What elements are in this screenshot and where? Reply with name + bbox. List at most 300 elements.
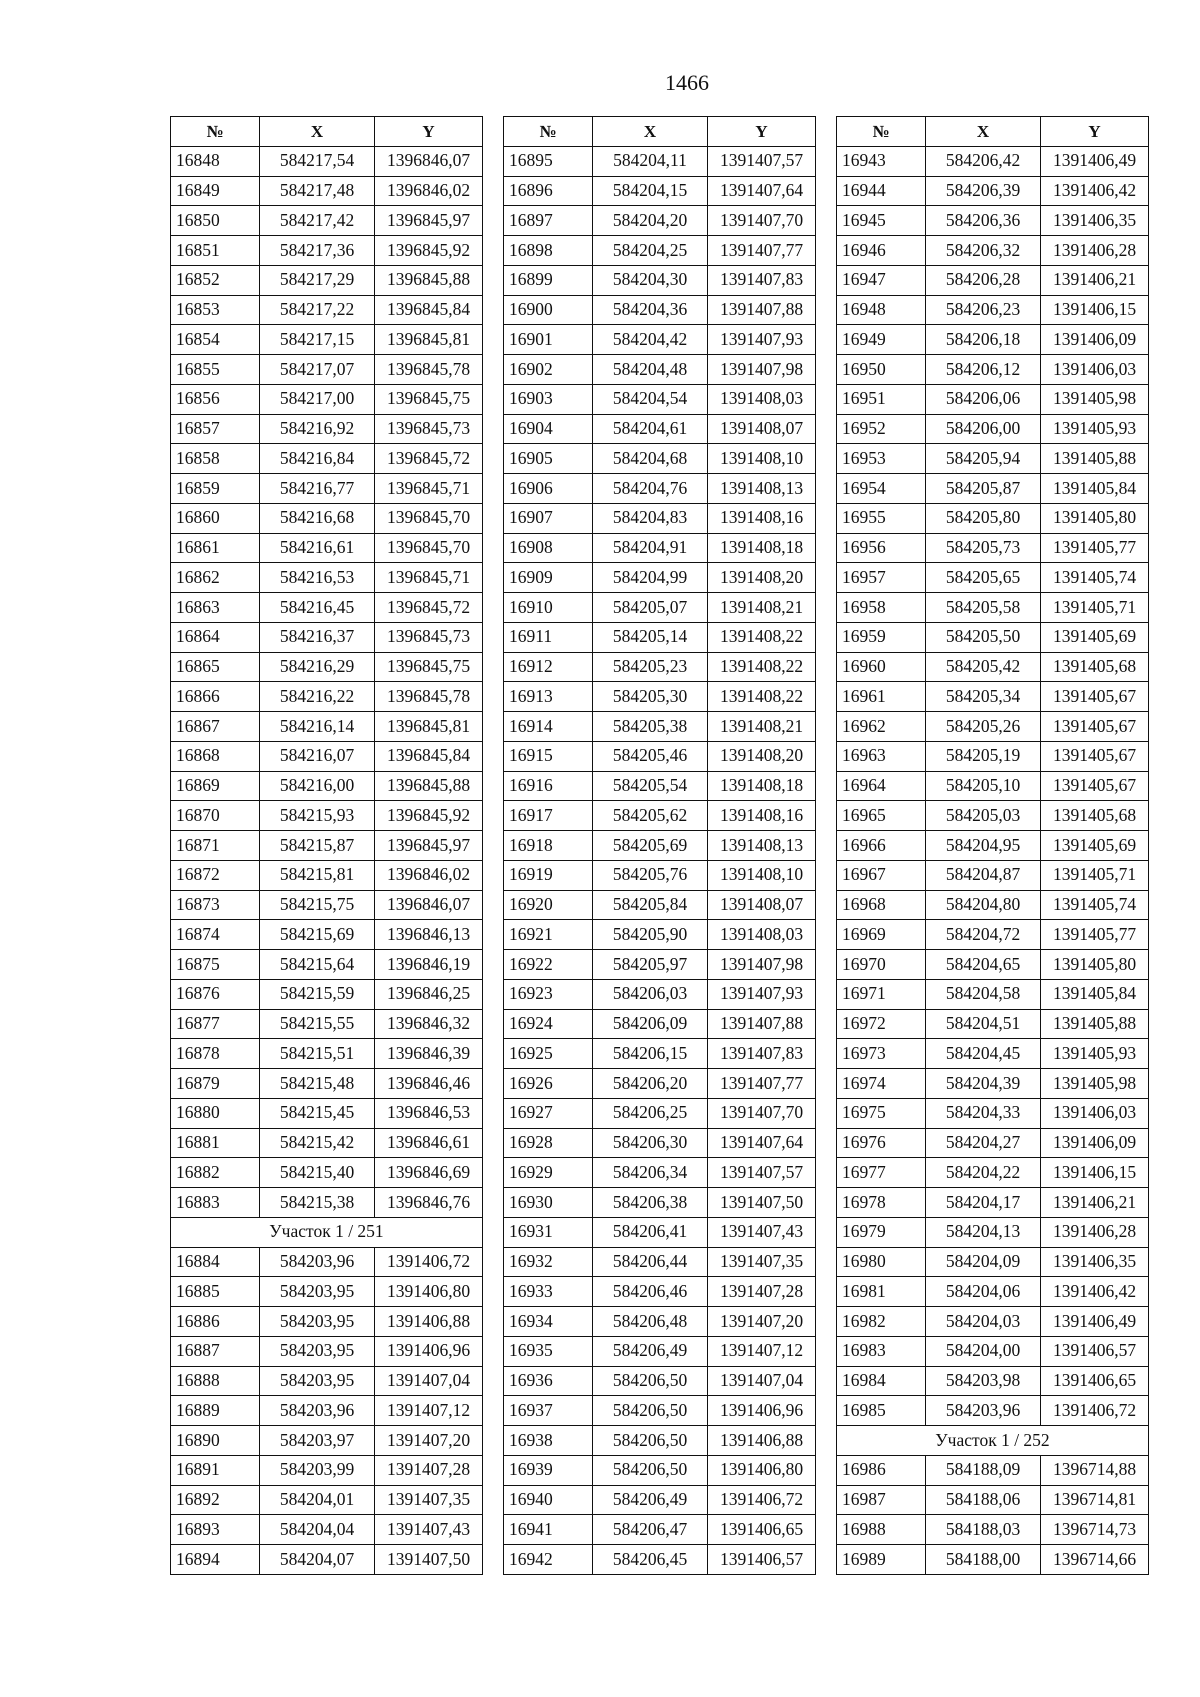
x-coordinate-cell: 584204,51 — [926, 1009, 1041, 1039]
x-coordinate-cell: 584204,91 — [593, 533, 708, 563]
x-coordinate-cell: 584216,00 — [260, 771, 375, 801]
point-number-cell: 16903 — [504, 384, 593, 414]
point-number-cell: 16956 — [837, 533, 926, 563]
point-number-cell: 16858 — [171, 444, 260, 474]
x-coordinate-cell: 584206,34 — [593, 1158, 708, 1188]
table-row — [837, 920, 1149, 950]
x-coordinate-cell: 584203,95 — [260, 1366, 375, 1396]
table-row — [171, 1455, 483, 1485]
table-row — [837, 265, 1149, 295]
x-coordinate-cell: 584204,36 — [593, 295, 708, 325]
point-number-cell: 16953 — [837, 444, 926, 474]
table-row — [837, 474, 1149, 504]
y-coordinate-cell: 1396845,71 — [375, 474, 483, 504]
point-number-cell: 16860 — [171, 503, 260, 533]
table-row — [171, 950, 483, 980]
x-coordinate-cell: 584204,48 — [593, 355, 708, 385]
x-coordinate-cell: 584215,48 — [260, 1069, 375, 1099]
y-coordinate-cell: 1391408,16 — [708, 503, 816, 533]
y-coordinate-cell: 1391408,20 — [708, 563, 816, 593]
x-coordinate-cell: 584203,96 — [926, 1396, 1041, 1426]
point-number-cell: 16919 — [504, 860, 593, 890]
x-coordinate-cell: 584204,68 — [593, 444, 708, 474]
table-row — [504, 1098, 816, 1128]
x-coordinate-cell: 584188,00 — [926, 1545, 1041, 1575]
point-number-cell: 16982 — [837, 1307, 926, 1337]
table-row — [171, 414, 483, 444]
point-number-cell: 16988 — [837, 1515, 926, 1545]
point-number-cell: 16871 — [171, 831, 260, 861]
table-row — [504, 1277, 816, 1307]
x-coordinate-cell: 584204,39 — [926, 1069, 1041, 1099]
point-number-cell: 16863 — [171, 593, 260, 623]
x-coordinate-cell: 584205,03 — [926, 801, 1041, 831]
point-number-cell: 16989 — [837, 1545, 926, 1575]
x-coordinate-cell: 584215,64 — [260, 950, 375, 980]
x-coordinate-cell: 584204,06 — [926, 1277, 1041, 1307]
x-coordinate-cell: 584204,99 — [593, 563, 708, 593]
point-number-cell: 16881 — [171, 1128, 260, 1158]
y-coordinate-cell: 1391407,77 — [708, 236, 816, 266]
table-row — [171, 1336, 483, 1366]
y-coordinate-cell: 1391405,69 — [1041, 622, 1149, 652]
y-coordinate-cell: 1391405,93 — [1041, 1039, 1149, 1069]
point-number-cell: 16960 — [837, 652, 926, 682]
x-coordinate-cell: 584204,54 — [593, 384, 708, 414]
y-coordinate-cell: 1391406,65 — [1041, 1366, 1149, 1396]
point-number-cell: 16872 — [171, 860, 260, 890]
point-number-cell: 16909 — [504, 563, 593, 593]
point-number-cell: 16900 — [504, 295, 593, 325]
table-row — [171, 1277, 483, 1307]
y-coordinate-cell: 1396845,73 — [375, 414, 483, 444]
point-number-cell: 16856 — [171, 384, 260, 414]
y-coordinate-cell: 1396845,97 — [375, 831, 483, 861]
point-number-cell: 16884 — [171, 1247, 260, 1277]
point-number-cell: 16911 — [504, 622, 593, 652]
y-coordinate-cell: 1391407,57 — [708, 1158, 816, 1188]
point-number-cell: 16902 — [504, 355, 593, 385]
table-row — [837, 295, 1149, 325]
point-number-cell: 16874 — [171, 920, 260, 950]
y-coordinate-cell: 1391406,72 — [1041, 1396, 1149, 1426]
y-coordinate-cell: 1396846,07 — [375, 890, 483, 920]
table-row — [837, 801, 1149, 831]
section-label: Участок 1 / 252 — [837, 1426, 1149, 1456]
point-number-cell: 16907 — [504, 503, 593, 533]
point-number-cell: 16861 — [171, 533, 260, 563]
table-row — [504, 801, 816, 831]
point-number-cell: 16927 — [504, 1098, 593, 1128]
x-coordinate-cell: 584217,54 — [260, 146, 375, 176]
point-number-cell: 16940 — [504, 1485, 593, 1515]
point-number-cell: 16887 — [171, 1336, 260, 1366]
x-coordinate-cell: 584206,42 — [926, 146, 1041, 176]
table-row — [171, 355, 483, 385]
point-number-cell: 16975 — [837, 1098, 926, 1128]
x-coordinate-cell: 584203,97 — [260, 1426, 375, 1456]
y-coordinate-cell: 1391406,28 — [1041, 236, 1149, 266]
table-row — [504, 622, 816, 652]
table-row — [837, 622, 1149, 652]
header-x: X — [593, 117, 708, 147]
point-number-cell: 16926 — [504, 1069, 593, 1099]
x-coordinate-cell: 584203,98 — [926, 1366, 1041, 1396]
table-row — [171, 1366, 483, 1396]
table-row — [837, 1455, 1149, 1485]
table-row — [504, 771, 816, 801]
header-y: Y — [375, 117, 483, 147]
x-coordinate-cell: 584204,27 — [926, 1128, 1041, 1158]
point-number-cell: 16880 — [171, 1098, 260, 1128]
table-row — [837, 652, 1149, 682]
table-row — [504, 295, 816, 325]
point-number-cell: 16974 — [837, 1069, 926, 1099]
x-coordinate-cell: 584205,34 — [926, 682, 1041, 712]
table-row — [171, 295, 483, 325]
table-row — [171, 1485, 483, 1515]
y-coordinate-cell: 1396845,92 — [375, 801, 483, 831]
point-number-cell: 16935 — [504, 1336, 593, 1366]
x-coordinate-cell: 584215,51 — [260, 1039, 375, 1069]
x-coordinate-cell: 584217,22 — [260, 295, 375, 325]
y-coordinate-cell: 1391407,64 — [708, 1128, 816, 1158]
x-coordinate-cell: 584205,65 — [926, 563, 1041, 593]
point-number-cell: 16947 — [837, 265, 926, 295]
table-row — [837, 1515, 1149, 1545]
point-number-cell: 16897 — [504, 206, 593, 236]
page-number: 1466 — [665, 70, 709, 95]
y-coordinate-cell: 1391405,77 — [1041, 533, 1149, 563]
table-row — [837, 533, 1149, 563]
table-row — [837, 682, 1149, 712]
y-coordinate-cell: 1391407,98 — [708, 355, 816, 385]
y-coordinate-cell: 1396845,84 — [375, 295, 483, 325]
table-row — [837, 593, 1149, 623]
point-number-cell: 16865 — [171, 652, 260, 682]
y-coordinate-cell: 1396714,66 — [1041, 1545, 1149, 1575]
table-row — [504, 950, 816, 980]
point-number-cell: 16914 — [504, 712, 593, 742]
point-number-cell: 16925 — [504, 1039, 593, 1069]
point-number-cell: 16984 — [837, 1366, 926, 1396]
y-coordinate-cell: 1391408,20 — [708, 741, 816, 771]
x-coordinate-cell: 584205,42 — [926, 652, 1041, 682]
x-coordinate-cell: 584203,95 — [260, 1307, 375, 1337]
y-coordinate-cell: 1391405,71 — [1041, 860, 1149, 890]
section-row — [171, 1217, 483, 1247]
y-coordinate-cell: 1391407,77 — [708, 1069, 816, 1099]
y-coordinate-cell: 1391405,68 — [1041, 801, 1149, 831]
x-coordinate-cell: 584204,22 — [926, 1158, 1041, 1188]
x-coordinate-cell: 584206,25 — [593, 1098, 708, 1128]
header-x: X — [260, 117, 375, 147]
point-number-cell: 16967 — [837, 860, 926, 890]
x-coordinate-cell: 584206,20 — [593, 1069, 708, 1099]
x-coordinate-cell: 584204,58 — [926, 979, 1041, 1009]
y-coordinate-cell: 1391407,28 — [375, 1455, 483, 1485]
y-coordinate-cell: 1391407,83 — [708, 265, 816, 295]
table-row — [837, 1039, 1149, 1069]
x-coordinate-cell: 584204,80 — [926, 890, 1041, 920]
point-number-cell: 16855 — [171, 355, 260, 385]
point-number-cell: 16890 — [171, 1426, 260, 1456]
y-coordinate-cell: 1391406,80 — [375, 1277, 483, 1307]
table-row — [171, 920, 483, 950]
table-row — [504, 206, 816, 236]
x-coordinate-cell: 584206,32 — [926, 236, 1041, 266]
y-coordinate-cell: 1391408,22 — [708, 652, 816, 682]
x-coordinate-cell: 584217,29 — [260, 265, 375, 295]
point-number-cell: 16910 — [504, 593, 593, 623]
point-number-cell: 16959 — [837, 622, 926, 652]
x-coordinate-cell: 584206,15 — [593, 1039, 708, 1069]
table-row — [837, 1188, 1149, 1218]
x-coordinate-cell: 584204,07 — [260, 1545, 375, 1575]
x-coordinate-cell: 584204,72 — [926, 920, 1041, 950]
point-number-cell: 16908 — [504, 533, 593, 563]
x-coordinate-cell: 584203,99 — [260, 1455, 375, 1485]
table-row — [837, 890, 1149, 920]
table-row — [171, 712, 483, 742]
x-coordinate-cell: 584204,03 — [926, 1307, 1041, 1337]
point-number-cell: 16857 — [171, 414, 260, 444]
x-coordinate-cell: 584205,54 — [593, 771, 708, 801]
table-row — [171, 474, 483, 504]
table-row — [837, 444, 1149, 474]
x-coordinate-cell: 584204,09 — [926, 1247, 1041, 1277]
y-coordinate-cell: 1396846,25 — [375, 979, 483, 1009]
table-row — [837, 176, 1149, 206]
y-coordinate-cell: 1391408,10 — [708, 860, 816, 890]
table-row — [504, 1426, 816, 1456]
point-number-cell: 16963 — [837, 741, 926, 771]
y-coordinate-cell: 1391407,70 — [708, 206, 816, 236]
point-number-cell: 16905 — [504, 444, 593, 474]
x-coordinate-cell: 584215,38 — [260, 1188, 375, 1218]
point-number-cell: 16852 — [171, 265, 260, 295]
point-number-cell: 16945 — [837, 206, 926, 236]
y-coordinate-cell: 1391406,65 — [708, 1515, 816, 1545]
y-coordinate-cell: 1391405,74 — [1041, 563, 1149, 593]
point-number-cell: 16978 — [837, 1188, 926, 1218]
table-row — [504, 533, 816, 563]
point-number-cell: 16848 — [171, 146, 260, 176]
x-coordinate-cell: 584215,69 — [260, 920, 375, 950]
x-coordinate-cell: 584205,94 — [926, 444, 1041, 474]
point-number-cell: 16980 — [837, 1247, 926, 1277]
table-row — [171, 593, 483, 623]
point-number-cell: 16958 — [837, 593, 926, 623]
x-coordinate-cell: 584204,11 — [593, 146, 708, 176]
y-coordinate-cell: 1391406,96 — [375, 1336, 483, 1366]
table-row — [504, 503, 816, 533]
y-coordinate-cell: 1391405,67 — [1041, 771, 1149, 801]
x-coordinate-cell: 584215,75 — [260, 890, 375, 920]
y-coordinate-cell: 1391406,09 — [1041, 325, 1149, 355]
table-row — [171, 563, 483, 593]
point-number-cell: 16882 — [171, 1158, 260, 1188]
y-coordinate-cell: 1396845,75 — [375, 384, 483, 414]
point-number-cell: 16886 — [171, 1307, 260, 1337]
point-number-cell: 16879 — [171, 1069, 260, 1099]
y-coordinate-cell: 1396846,19 — [375, 950, 483, 980]
y-coordinate-cell: 1391406,72 — [708, 1485, 816, 1515]
table-row — [837, 1158, 1149, 1188]
point-number-cell: 16928 — [504, 1128, 593, 1158]
point-number-cell: 16986 — [837, 1455, 926, 1485]
x-coordinate-cell: 584206,46 — [593, 1277, 708, 1307]
point-number-cell: 16866 — [171, 682, 260, 712]
x-coordinate-cell: 584205,73 — [926, 533, 1041, 563]
point-number-cell: 16977 — [837, 1158, 926, 1188]
point-number-cell: 16912 — [504, 652, 593, 682]
x-coordinate-cell: 584215,40 — [260, 1158, 375, 1188]
point-number-cell: 16979 — [837, 1217, 926, 1247]
y-coordinate-cell: 1391407,20 — [708, 1307, 816, 1337]
point-number-cell: 16942 — [504, 1545, 593, 1575]
y-coordinate-cell: 1391405,67 — [1041, 682, 1149, 712]
y-coordinate-cell: 1391405,77 — [1041, 920, 1149, 950]
y-coordinate-cell: 1396845,78 — [375, 682, 483, 712]
y-coordinate-cell: 1391406,96 — [708, 1396, 816, 1426]
point-number-cell: 16937 — [504, 1396, 593, 1426]
x-coordinate-cell: 584205,80 — [926, 503, 1041, 533]
table-row — [837, 741, 1149, 771]
x-coordinate-cell: 584204,04 — [260, 1515, 375, 1545]
table-row — [837, 712, 1149, 742]
point-number-cell: 16859 — [171, 474, 260, 504]
point-number-cell: 16894 — [171, 1545, 260, 1575]
y-coordinate-cell: 1391406,49 — [1041, 1307, 1149, 1337]
y-coordinate-cell: 1391407,28 — [708, 1277, 816, 1307]
point-number-cell: 16868 — [171, 741, 260, 771]
table-row — [171, 1515, 483, 1545]
x-coordinate-cell: 584203,95 — [260, 1336, 375, 1366]
table-row — [504, 1158, 816, 1188]
point-number-cell: 16936 — [504, 1366, 593, 1396]
table-row — [171, 1307, 483, 1337]
x-coordinate-cell: 584204,17 — [926, 1188, 1041, 1218]
point-number-cell: 16948 — [837, 295, 926, 325]
x-coordinate-cell: 584216,61 — [260, 533, 375, 563]
x-coordinate-cell: 584204,65 — [926, 950, 1041, 980]
x-coordinate-cell: 584204,61 — [593, 414, 708, 444]
section-label: Участок 1 / 251 — [171, 1217, 483, 1247]
y-coordinate-cell: 1391405,88 — [1041, 444, 1149, 474]
y-coordinate-cell: 1391405,93 — [1041, 414, 1149, 444]
table-row — [171, 1426, 483, 1456]
x-coordinate-cell: 584217,48 — [260, 176, 375, 206]
x-coordinate-cell: 584216,84 — [260, 444, 375, 474]
point-number-cell: 16971 — [837, 979, 926, 1009]
table-row — [837, 1336, 1149, 1366]
point-number-cell: 16966 — [837, 831, 926, 861]
table-row — [504, 979, 816, 1009]
point-number-cell: 16957 — [837, 563, 926, 593]
point-number-cell: 16853 — [171, 295, 260, 325]
y-coordinate-cell: 1396714,81 — [1041, 1485, 1149, 1515]
table-row — [837, 1247, 1149, 1277]
y-coordinate-cell: 1391406,88 — [708, 1426, 816, 1456]
y-coordinate-cell: 1391407,70 — [708, 1098, 816, 1128]
point-number-cell: 16904 — [504, 414, 593, 444]
point-number-cell: 16895 — [504, 146, 593, 176]
y-coordinate-cell: 1396714,88 — [1041, 1455, 1149, 1485]
table-header-row — [837, 117, 1149, 147]
x-coordinate-cell: 584188,03 — [926, 1515, 1041, 1545]
point-number-cell: 16918 — [504, 831, 593, 861]
point-number-cell: 16943 — [837, 146, 926, 176]
x-coordinate-cell: 584206,00 — [926, 414, 1041, 444]
table-row — [171, 176, 483, 206]
x-coordinate-cell: 584216,45 — [260, 593, 375, 623]
x-coordinate-cell: 584205,87 — [926, 474, 1041, 504]
point-number-cell: 16930 — [504, 1188, 593, 1218]
x-coordinate-cell: 584204,15 — [593, 176, 708, 206]
point-number-cell: 16849 — [171, 176, 260, 206]
x-coordinate-cell: 584206,36 — [926, 206, 1041, 236]
x-coordinate-cell: 584204,45 — [926, 1039, 1041, 1069]
point-number-cell: 16951 — [837, 384, 926, 414]
table-row — [171, 384, 483, 414]
point-number-cell: 16870 — [171, 801, 260, 831]
point-number-cell: 16964 — [837, 771, 926, 801]
table-row — [171, 146, 483, 176]
table-row — [837, 146, 1149, 176]
table-row — [837, 1217, 1149, 1247]
y-coordinate-cell: 1391408,03 — [708, 920, 816, 950]
table-row — [171, 1188, 483, 1218]
y-coordinate-cell: 1391405,98 — [1041, 384, 1149, 414]
x-coordinate-cell: 584188,06 — [926, 1485, 1041, 1515]
x-coordinate-cell: 584206,44 — [593, 1247, 708, 1277]
y-coordinate-cell: 1396845,97 — [375, 206, 483, 236]
table-header-row — [171, 117, 483, 147]
x-coordinate-cell: 584206,03 — [593, 979, 708, 1009]
table-row — [171, 1009, 483, 1039]
point-number-cell: 16913 — [504, 682, 593, 712]
y-coordinate-cell: 1391406,80 — [708, 1455, 816, 1485]
table-row — [171, 801, 483, 831]
y-coordinate-cell: 1391406,57 — [708, 1545, 816, 1575]
table-row — [504, 265, 816, 295]
table-row — [171, 206, 483, 236]
table-row — [837, 414, 1149, 444]
x-coordinate-cell: 584205,46 — [593, 741, 708, 771]
y-coordinate-cell: 1396714,73 — [1041, 1515, 1149, 1545]
table-row — [504, 444, 816, 474]
y-coordinate-cell: 1396845,81 — [375, 712, 483, 742]
point-number-cell: 16891 — [171, 1455, 260, 1485]
table-row — [504, 1396, 816, 1426]
table-row — [504, 712, 816, 742]
table-row — [504, 1366, 816, 1396]
table-row — [504, 1515, 816, 1545]
table-row — [504, 474, 816, 504]
table-row — [171, 682, 483, 712]
table-row — [504, 1217, 816, 1247]
table-row — [171, 444, 483, 474]
point-number-cell: 16916 — [504, 771, 593, 801]
x-coordinate-cell: 584206,49 — [593, 1485, 708, 1515]
table-row — [504, 1545, 816, 1575]
x-coordinate-cell: 584204,42 — [593, 325, 708, 355]
x-coordinate-cell: 584206,39 — [926, 176, 1041, 206]
point-number-cell: 16924 — [504, 1009, 593, 1039]
table-row — [171, 1098, 483, 1128]
x-coordinate-cell: 584206,49 — [593, 1336, 708, 1366]
